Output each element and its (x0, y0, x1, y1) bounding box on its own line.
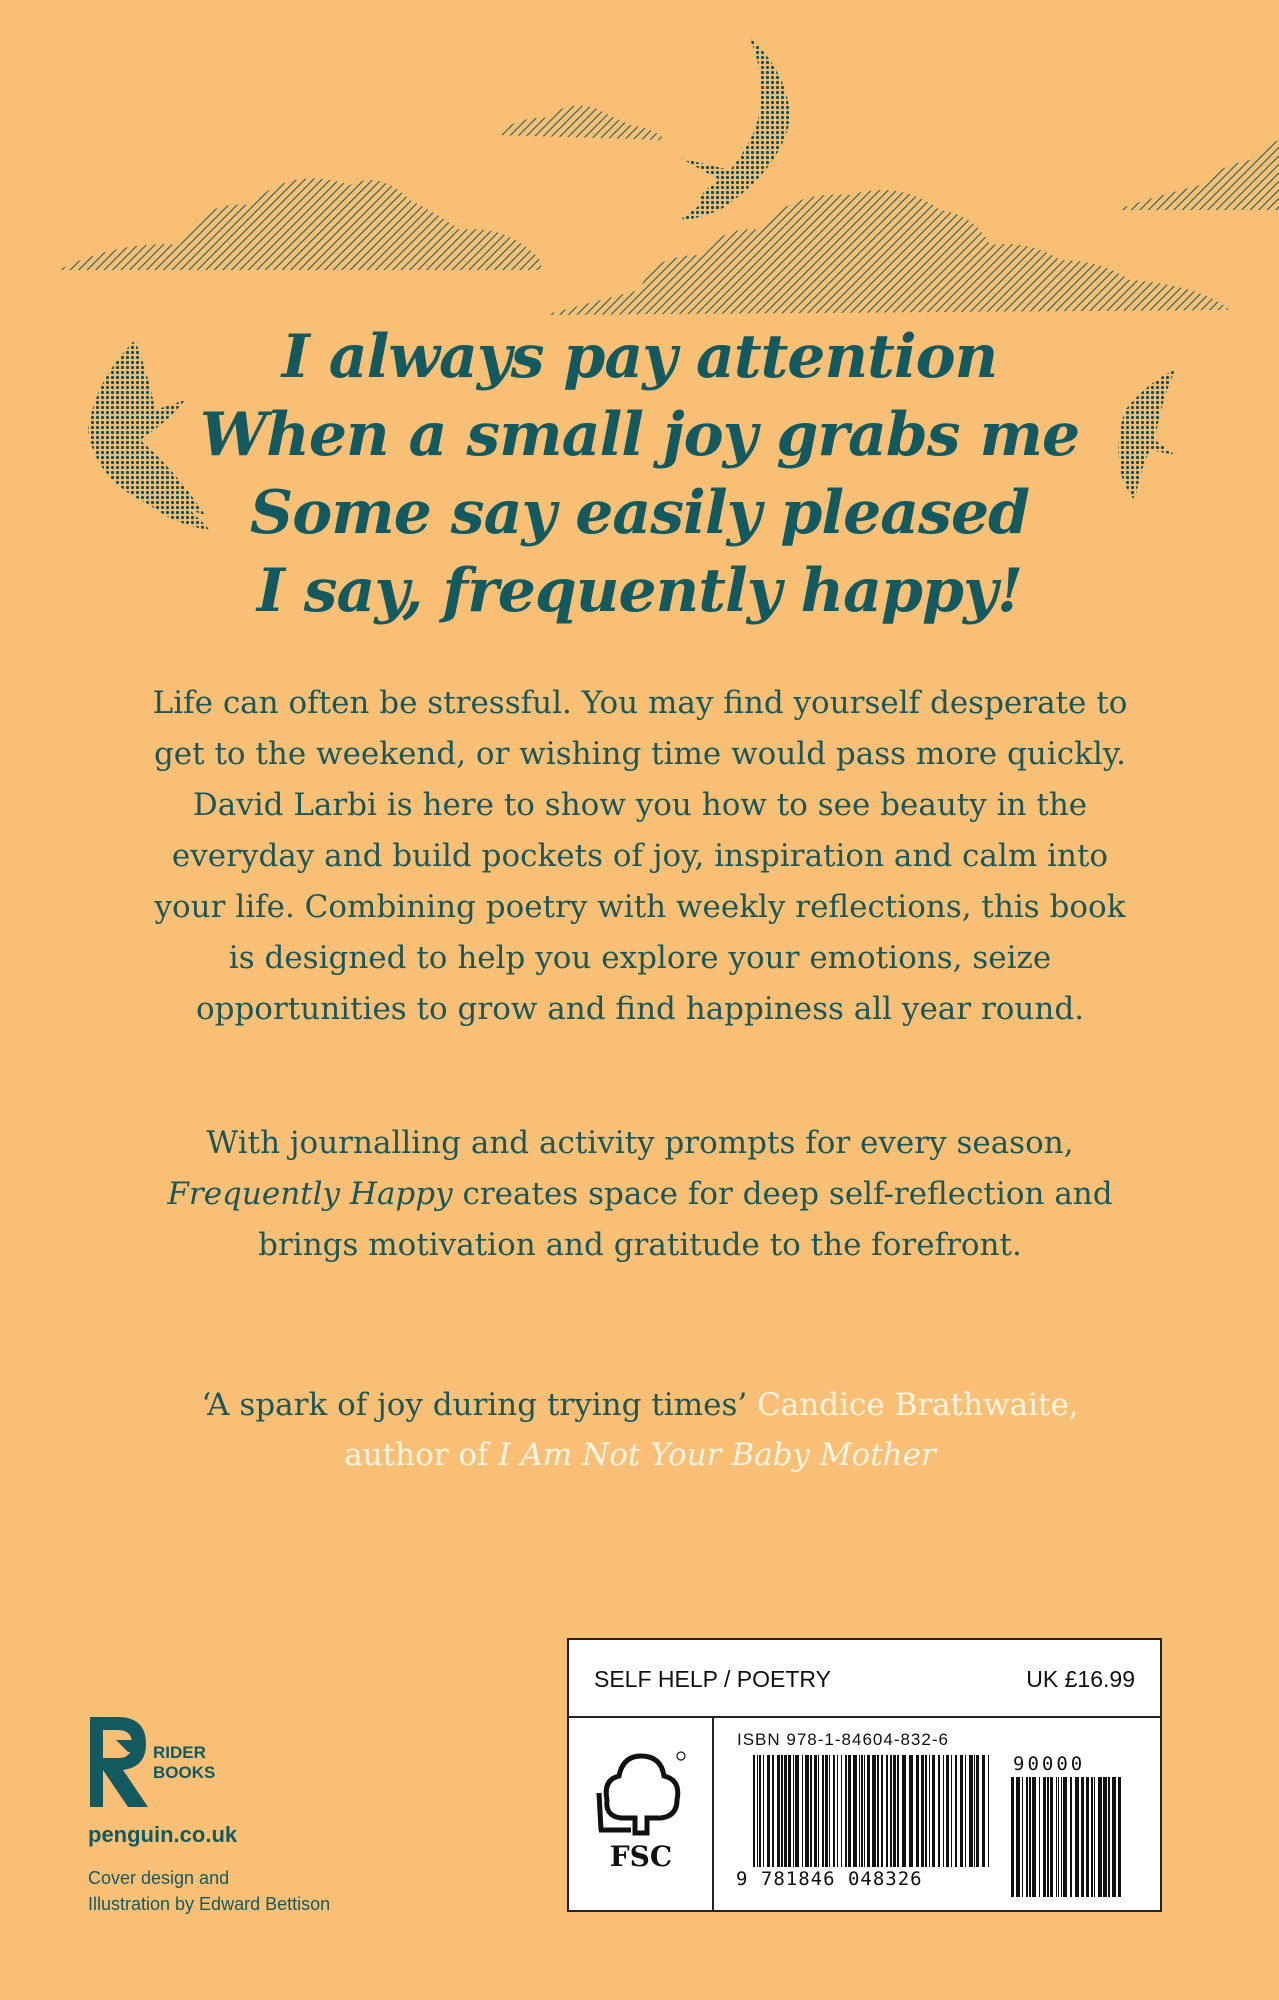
ean-digits: 9 781846 048326 (736, 1868, 923, 1890)
barcode-bar (767, 1755, 770, 1867)
credit-line: Cover design and (88, 1868, 230, 1888)
barcode-bar (890, 1755, 892, 1867)
fsc-mark (569, 1718, 714, 1912)
poem-excerpt (0, 318, 1279, 630)
barcode-bar (1081, 1777, 1084, 1897)
barcode-bar (955, 1755, 957, 1867)
description-paragraph-1: Life can often be stressful. You may find yourself desperate to get to the weekend, or wishing time would pass more quickly. David Larbi is here to show you how to see beauty in the everyday and build pockets of joy, inspiration and calm into your life. Combining poetry with weekly reflections, this book is designed to help you explore your emotions, seize opportunities to grow and find happiness all year round. (152, 685, 1128, 1027)
barcode-bar (902, 1755, 906, 1867)
poem-line: I always pay attention (281, 322, 998, 392)
barcode-bar (1091, 1777, 1093, 1897)
barcode-bar (1118, 1777, 1121, 1897)
barcode-bar (1043, 1777, 1046, 1897)
description-text: creates space for deep self-reflection and brings motivation and gratitude to the forefront. (258, 1176, 1113, 1263)
cloud-left (58, 178, 541, 270)
cloud-far-right (1115, 140, 1279, 210)
imprint-name (153, 1743, 215, 1783)
quote-author-prefix: author of (344, 1437, 489, 1473)
barcode-bar (960, 1755, 963, 1867)
barcode-bar (781, 1755, 783, 1867)
barcode-bar (909, 1755, 913, 1867)
fsc-tree-icon (569, 1718, 714, 1912)
imprint-line: RIDER (153, 1743, 206, 1762)
endorsement-quote (140, 1380, 1140, 1480)
barcode-bar (853, 1755, 857, 1867)
barcode-bar (1016, 1777, 1020, 1897)
price-barcode (1011, 1777, 1121, 1897)
book-title-italic: Frequently Happy (167, 1176, 453, 1212)
barcode-bar (1070, 1777, 1072, 1897)
fsc-text: FSC (609, 1840, 673, 1873)
barcode-bar (802, 1755, 803, 1867)
barcode-bar (946, 1755, 949, 1867)
barcode-bar (988, 1755, 989, 1867)
barcode-bar (772, 1755, 774, 1867)
barcode-bar (763, 1755, 764, 1867)
category-price-row (569, 1640, 1160, 1718)
category-label: SELF HELP / POETRY (594, 1666, 831, 1692)
publisher-website: penguin.co.uk (88, 1822, 238, 1847)
barcode-bar (814, 1755, 817, 1867)
barcode-bar (861, 1755, 863, 1867)
barcode-bar (1058, 1777, 1059, 1897)
price-code: 90000 (1013, 1753, 1086, 1775)
barcode-bar (1056, 1777, 1057, 1897)
barcode-bar (1050, 1777, 1053, 1897)
barcode-bar (753, 1755, 755, 1867)
barcode-bar (822, 1755, 824, 1867)
barcode-bar (841, 1755, 842, 1867)
quote-text: ‘A spark of joy during trying times’ (201, 1387, 748, 1423)
barcode-bar (1063, 1777, 1067, 1897)
barcode-bar (965, 1755, 966, 1867)
barcode-bar (1086, 1777, 1089, 1897)
barcode-bar (951, 1755, 952, 1867)
barcode-bar (1011, 1777, 1014, 1897)
barcode-bar (916, 1755, 919, 1867)
barcode-bar (925, 1755, 927, 1867)
barcode-bar (859, 1755, 860, 1867)
barcode-bar (969, 1755, 973, 1867)
credit-line: Illustration by Edward Bettison (88, 1894, 331, 1914)
description-paragraph-2 (140, 1118, 1140, 1271)
barcode-bar (1094, 1777, 1095, 1897)
barcode-bar (864, 1755, 865, 1867)
isbn-number: ISBN 978-1-84604-832-6 (737, 1730, 949, 1749)
barcode-bar (886, 1755, 888, 1867)
barcode-bar (974, 1755, 975, 1867)
barcode-bar (921, 1755, 924, 1867)
barcode-bar (818, 1755, 819, 1867)
barcode-bar (938, 1755, 940, 1867)
barcode-bar (1108, 1777, 1110, 1897)
barcode-bar (881, 1755, 883, 1867)
barcode-bar (757, 1755, 758, 1867)
swallow-top (680, 35, 790, 220)
quote-author: Candice Brathwaite, (757, 1387, 1079, 1423)
barcode-bar (848, 1755, 851, 1867)
cloud-small-top (495, 106, 665, 140)
barcode-bar (932, 1755, 935, 1867)
imprint-line: BOOKS (153, 1763, 216, 1782)
barcode-bar (877, 1755, 879, 1867)
poem-line: I say, frequently happy! (256, 556, 1023, 626)
barcode-bar (1039, 1777, 1040, 1897)
barcode-bar (833, 1755, 835, 1867)
barcode-bar (943, 1755, 944, 1867)
barcode-bar (1029, 1777, 1031, 1897)
barcode-bar (784, 1755, 787, 1867)
poem-line: When a small joy grabs me (199, 400, 1080, 470)
cover-credit (88, 1865, 330, 1917)
barcode-bar (872, 1755, 876, 1867)
barcode-bar (1075, 1777, 1079, 1897)
barcode-bar (1032, 1777, 1036, 1897)
barcode-bar (795, 1755, 799, 1867)
description-text: With journalling and activity prompts for every season, (206, 1125, 1074, 1161)
barcode-bar (793, 1755, 794, 1867)
barcode-bar (829, 1755, 830, 1867)
barcode-bar (788, 1755, 791, 1867)
barcode-bar (1103, 1777, 1107, 1897)
barcode-bar (837, 1755, 838, 1867)
barcode-bar (897, 1755, 899, 1867)
poem-line: Some say easily pleased (249, 478, 1030, 548)
barcode-bar (1022, 1777, 1023, 1897)
price-label: UK £16.99 (1026, 1666, 1135, 1692)
barcode-bar (1026, 1777, 1028, 1897)
barcode-box (567, 1638, 1162, 1912)
barcode-bar (982, 1755, 985, 1867)
ean-barcode (753, 1755, 989, 1867)
barcode-bar (845, 1755, 847, 1867)
barcode-bar (759, 1755, 761, 1867)
barcode-bar (810, 1755, 812, 1867)
barcode-bar (867, 1755, 870, 1867)
barcode-bar (1112, 1777, 1116, 1897)
barcode-bar (805, 1755, 809, 1867)
barcode-bar (777, 1755, 780, 1867)
barcode-bar (893, 1755, 896, 1867)
quote-book-title: I Am Not Your Baby Mother (498, 1437, 936, 1473)
barcode-bar (1061, 1777, 1062, 1897)
barcode-bar (1047, 1777, 1049, 1897)
barcode-bar (1098, 1777, 1102, 1897)
barcode-bar (976, 1755, 979, 1867)
barcode-bar (825, 1755, 828, 1867)
barcode-bar (929, 1755, 930, 1867)
